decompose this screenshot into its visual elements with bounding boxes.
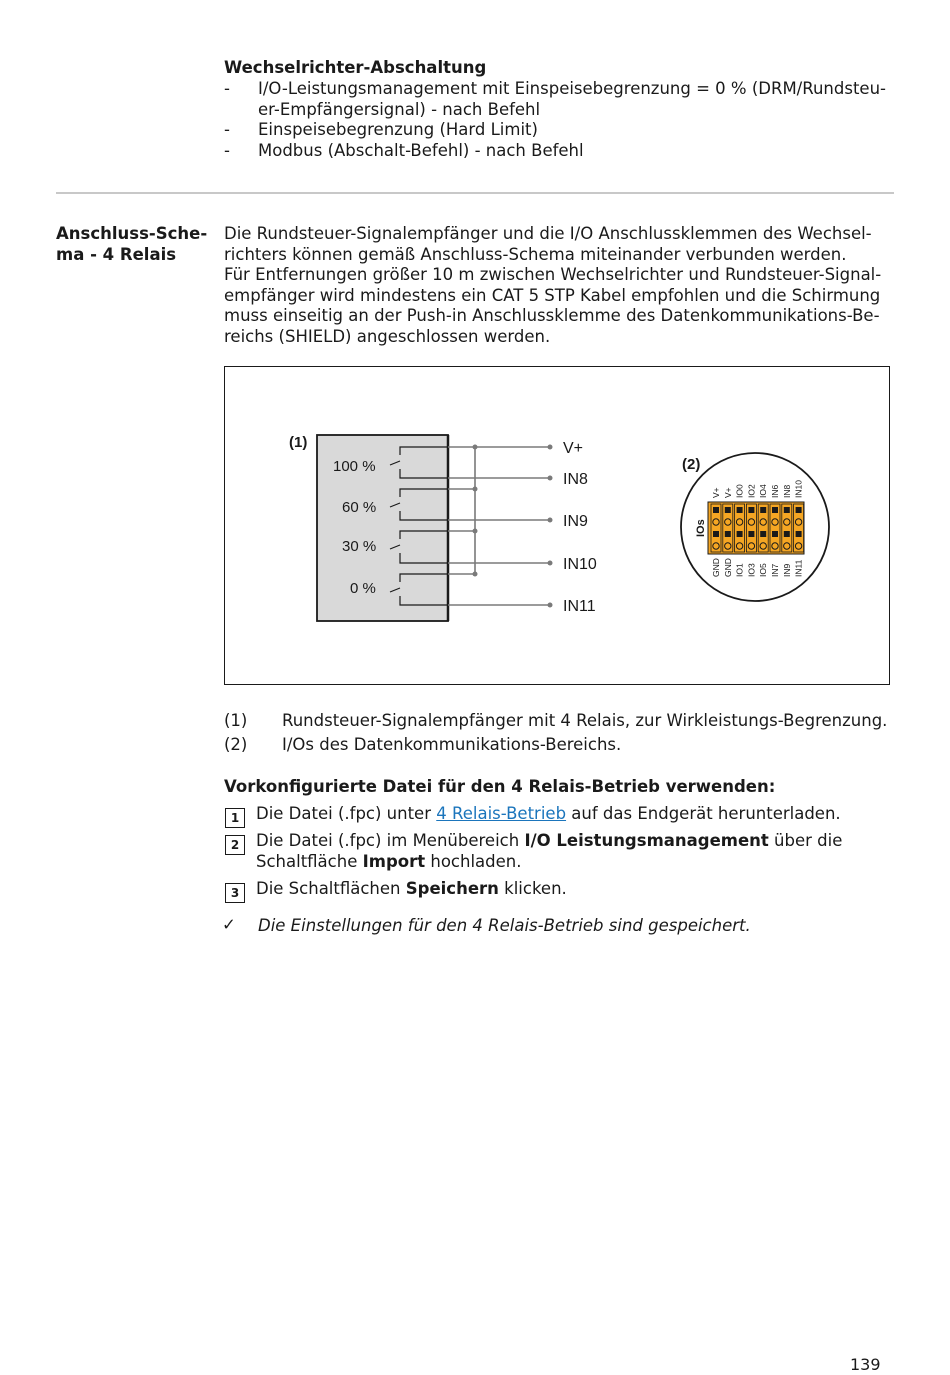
intro-line: richters können gemäß Anschluss-Schema miteinander verbunden werden. bbox=[224, 244, 847, 264]
step-text bbox=[256, 804, 896, 825]
pin-label: GND bbox=[711, 558, 721, 577]
terminal-pin-hole bbox=[737, 531, 743, 537]
pin-label: IN8 bbox=[781, 484, 792, 498]
terminal-pin-hole bbox=[737, 507, 743, 513]
step-number: 3 bbox=[225, 883, 245, 903]
procedure-heading: Vorkonfigurierte Datei für den 4 Relais-Betrieb verwenden: bbox=[224, 777, 776, 796]
label-ios-area: (2) bbox=[682, 456, 701, 473]
intro-line: muss einseitig an der Push-in Anschlussklemme des Datenkommunikations-Be- bbox=[224, 306, 880, 325]
wire-junctions bbox=[473, 445, 553, 608]
intro-line: reichs (SHIELD) angeschlossen werden. bbox=[224, 326, 551, 346]
pin-label: GND bbox=[722, 558, 733, 577]
terminal-pin-hole bbox=[725, 531, 731, 537]
list-bullet: - bbox=[224, 141, 230, 160]
relay-label: 100 % bbox=[333, 458, 376, 475]
terminal-pin-hole bbox=[748, 543, 754, 549]
terminal-pin-hole bbox=[772, 543, 778, 549]
legend-number: (2) bbox=[224, 735, 248, 754]
terminal-pin-hole bbox=[772, 519, 778, 525]
legend-text: Rundsteuer-Signalempfänger mit 4 Relais, zur Wirkleistungs-Begrenzung. bbox=[282, 711, 888, 730]
shutdown-heading: Wechselrichter-Abschaltung bbox=[224, 58, 487, 77]
terminal-pin-hole bbox=[795, 519, 801, 525]
intro-line: empfänger wird mindestens ein CAT 5 STP Kabel empfohlen und die Schirmung bbox=[224, 285, 881, 305]
output-label: IN11 bbox=[563, 598, 596, 615]
terminal-pin-hole bbox=[796, 507, 802, 513]
wiring-diagram bbox=[224, 366, 890, 685]
wiring-diagram-svg bbox=[225, 367, 891, 686]
list-item-line: I/O-Leistungsmanagement mit Einspeisebegrenzung = 0 % (DRM/Rundsteu- bbox=[258, 79, 886, 98]
intro-line: Die Rundsteuer-Signalempfänger und die I/O Anschlussklemmen des Wechsel- bbox=[224, 224, 872, 243]
step-text-bold: Import bbox=[362, 851, 426, 871]
output-label: V+ bbox=[563, 440, 584, 457]
label-receiver: (1) bbox=[289, 434, 308, 451]
terminal-pin-hole bbox=[784, 519, 790, 525]
pin-label: IO1 bbox=[734, 563, 745, 577]
terminal-pin-hole bbox=[748, 507, 754, 513]
terminal-pin-hole bbox=[760, 531, 766, 537]
relay-label: 30 % bbox=[342, 538, 377, 555]
step-number: 2 bbox=[225, 835, 245, 855]
relay-file-link[interactable]: 4 Relais-Betrieb bbox=[436, 804, 567, 823]
terminal-pin-hole bbox=[725, 519, 731, 525]
pin-label: IN10 bbox=[793, 480, 804, 498]
pin-label: IO4 bbox=[758, 484, 769, 498]
pin-label: IN6 bbox=[770, 484, 780, 498]
step-number: 1 bbox=[225, 808, 245, 828]
step-text-bold: Speichern bbox=[405, 879, 499, 898]
step-text bbox=[256, 879, 896, 900]
step-text bbox=[256, 831, 896, 872]
step-text-part: über die bbox=[768, 831, 843, 850]
terminal-pin-hole bbox=[713, 507, 719, 513]
list-item: Einspeisebegrenzung (Hard Limit) bbox=[258, 120, 538, 139]
pin-label: V+ bbox=[711, 487, 721, 498]
step-text-part: Die Schaltflächen bbox=[256, 879, 406, 898]
list-item-line: er-Empfängersignal) - nach Befehl bbox=[258, 99, 541, 119]
list-item: Modbus (Abschalt-Befehl) - nach Befehl bbox=[258, 141, 584, 160]
terminal-pin-hole bbox=[760, 507, 766, 513]
terminal-pin-hole bbox=[760, 543, 766, 549]
relay-label: 60 % bbox=[342, 499, 377, 516]
terminal-pin-hole bbox=[784, 507, 790, 513]
step-text-part: Die Datei (.fpc) im Menübereich bbox=[256, 831, 525, 850]
legend-text: I/Os des Datenkommunikations-Bereichs. bbox=[282, 735, 622, 754]
terminal-pin-hole bbox=[748, 519, 754, 525]
terminal-pin-hole bbox=[784, 531, 790, 537]
terminal-pin-hole bbox=[725, 543, 731, 549]
terminal-pin-hole bbox=[713, 531, 719, 537]
side-title-line: ma - 4 Relais bbox=[56, 244, 177, 264]
output-label: IN10 bbox=[563, 556, 597, 573]
ios-label: IOs bbox=[695, 519, 707, 537]
list-item bbox=[258, 79, 898, 120]
pin-label: V+ bbox=[722, 487, 733, 498]
step-text-part: klicken. bbox=[498, 879, 567, 898]
pin-label: IN11 bbox=[793, 559, 804, 577]
terminal-pin-hole bbox=[725, 507, 731, 513]
wires bbox=[448, 447, 550, 605]
terminal-pin-hole bbox=[748, 531, 754, 537]
step-text-part: Die Datei (.fpc) unter bbox=[256, 804, 437, 823]
terminal-pin-hole bbox=[784, 543, 790, 549]
pin-label: IO2 bbox=[746, 484, 757, 498]
step-text-part: auf das Endgerät herunterladen. bbox=[566, 804, 841, 823]
terminal-pin-hole bbox=[736, 519, 742, 525]
terminal-pin-hole bbox=[760, 519, 766, 525]
pin-label: IN7 bbox=[770, 563, 780, 577]
output-label: IN9 bbox=[563, 513, 588, 530]
intro-paragraph bbox=[224, 224, 896, 347]
output-label: IN8 bbox=[563, 471, 588, 488]
result-text: Die Einstellungen für den 4 Relais-Betrieb sind gespeichert. bbox=[258, 916, 751, 935]
side-title-line: Anschluss-Sche- bbox=[56, 224, 208, 243]
terminal-pin-hole bbox=[772, 531, 778, 537]
terminal-pin-hole bbox=[713, 543, 719, 549]
step-text-part: hochladen. bbox=[425, 851, 522, 871]
terminal-pin-hole bbox=[772, 507, 778, 513]
pin-label: IO0 bbox=[734, 484, 745, 498]
terminal-pin-hole bbox=[795, 543, 801, 549]
pin-label: IO5 bbox=[758, 563, 769, 577]
step-text-part: Schaltfläche bbox=[256, 851, 363, 871]
legend-number: (1) bbox=[224, 711, 248, 730]
check-icon: ✓ bbox=[222, 915, 236, 934]
pin-label: IO3 bbox=[746, 563, 757, 577]
terminal-pin-hole bbox=[796, 531, 802, 537]
list-bullet: - bbox=[224, 120, 230, 139]
step-text-line bbox=[256, 852, 896, 873]
terminal-pin-hole bbox=[736, 543, 742, 549]
list-bullet: - bbox=[224, 79, 230, 98]
pin-label: IN9 bbox=[781, 563, 792, 577]
intro-line: Für Entfernungen größer 10 m zwischen Wechselrichter und Rundsteuer-Signal- bbox=[224, 265, 882, 284]
section-divider bbox=[56, 192, 894, 194]
terminal-pin-hole bbox=[713, 519, 719, 525]
page-number: 139 bbox=[850, 1355, 881, 1374]
relay-label: 0 % bbox=[350, 580, 376, 597]
step-text-bold: I/O Leistungsmanagement bbox=[524, 831, 769, 850]
step-text-line bbox=[256, 831, 896, 852]
section-side-title bbox=[56, 224, 216, 265]
